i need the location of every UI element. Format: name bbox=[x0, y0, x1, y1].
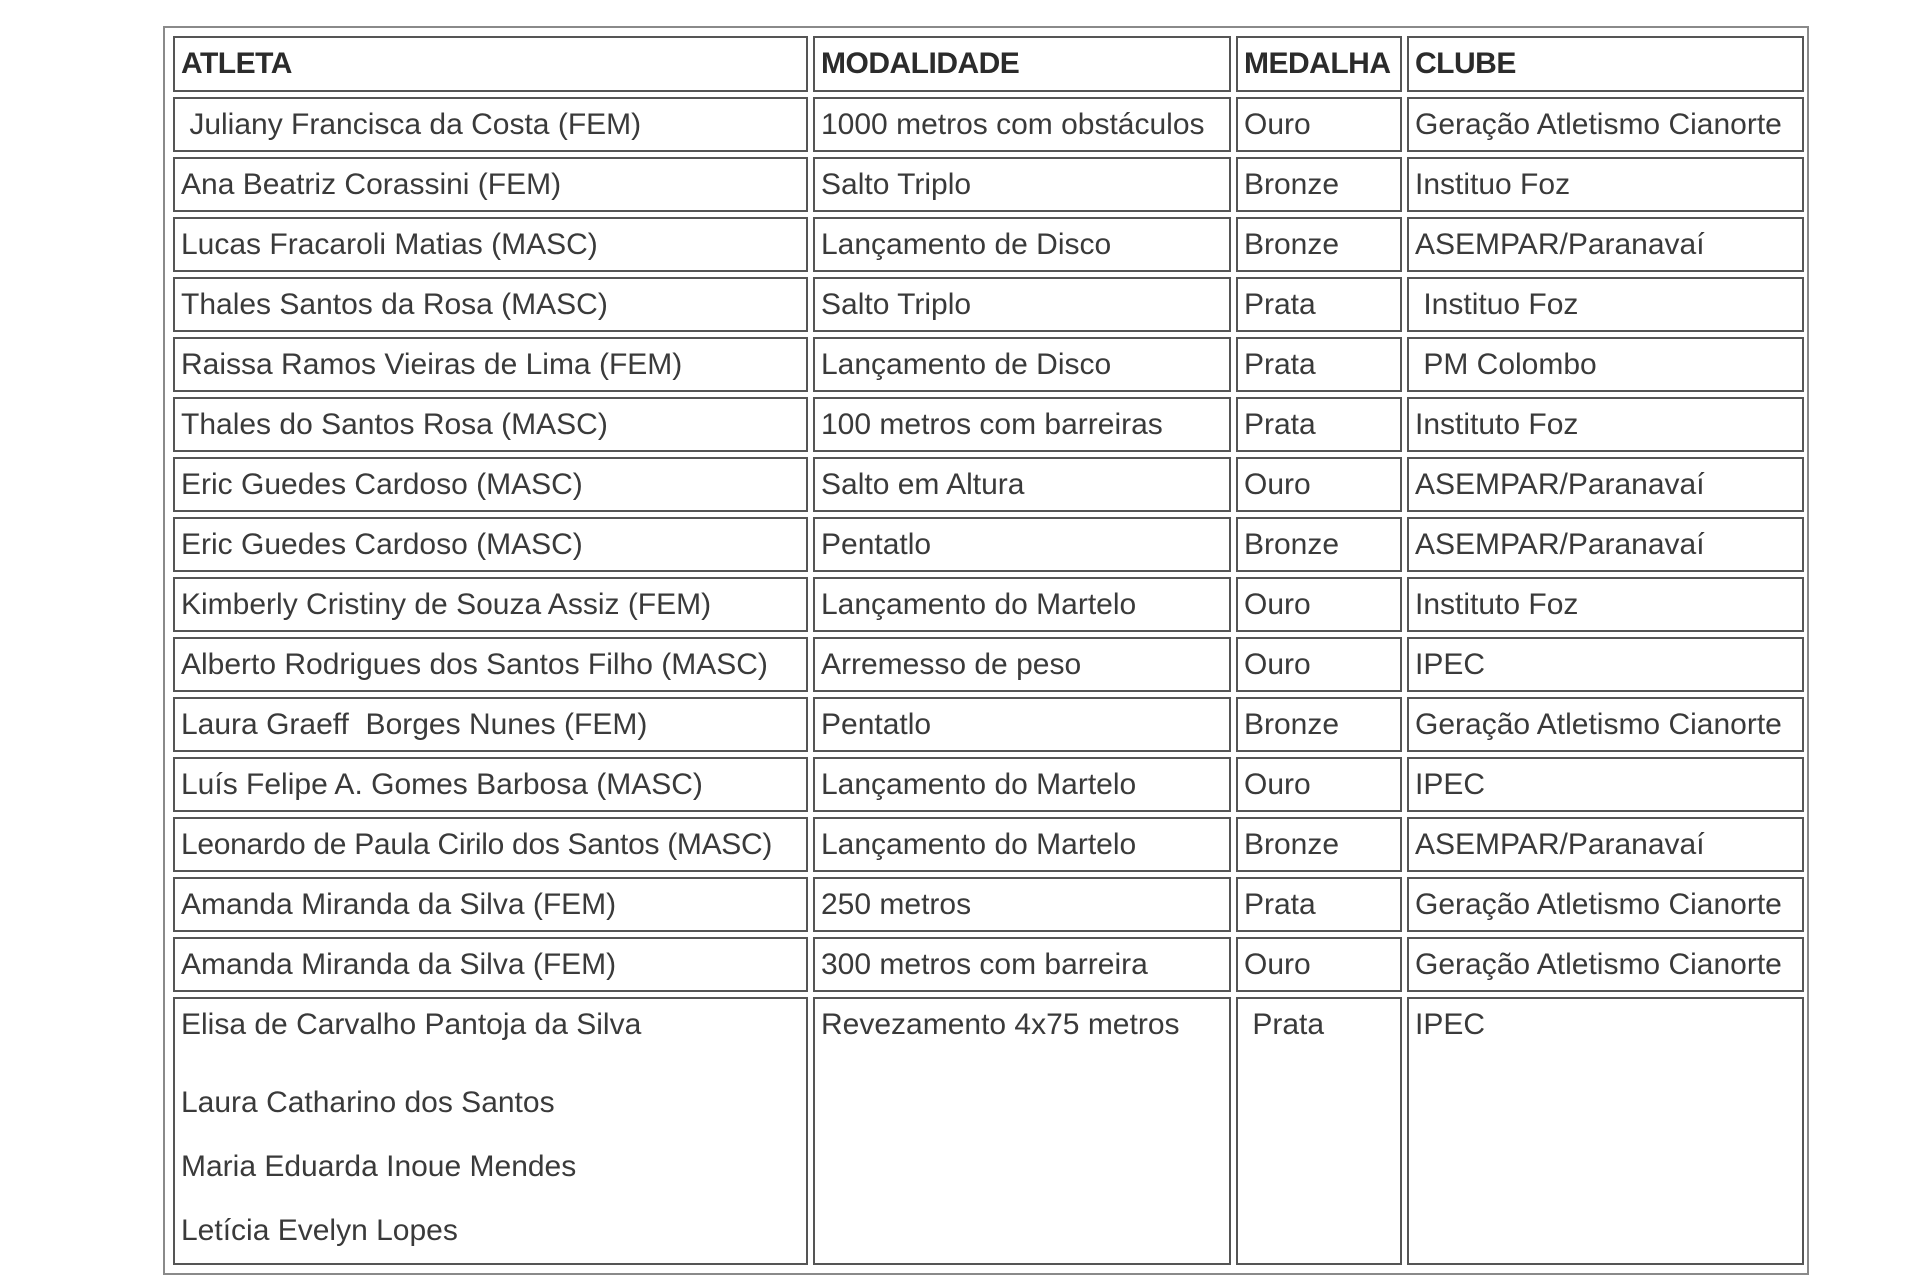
club-cell: IPEC bbox=[1407, 757, 1804, 812]
event-cell: 1000 metros com obstáculos bbox=[813, 97, 1231, 152]
club-cell: ASEMPAR/Paranavaí bbox=[1407, 817, 1804, 872]
relay-athlete: Maria Eduarda Inoue Mendes bbox=[181, 1150, 577, 1183]
medal-cell: Prata bbox=[1236, 397, 1402, 452]
event-cell: Arremesso de peso bbox=[813, 637, 1231, 692]
table-row bbox=[173, 517, 1804, 572]
athlete-cell: Laura Graeff Borges Nunes (FEM) bbox=[173, 697, 808, 752]
relay-row bbox=[173, 997, 1804, 1265]
club-cell: Geração Atletismo Cianorte bbox=[1407, 937, 1804, 992]
table-row bbox=[173, 277, 1804, 332]
relay-athletes-cell bbox=[173, 997, 808, 1265]
athlete-cell: Juliany Francisca da Costa (FEM) bbox=[173, 97, 808, 152]
club-cell: Instituo Foz bbox=[1407, 277, 1804, 332]
athlete-cell: Kimberly Cristiny de Souza Assiz (FEM) bbox=[173, 577, 808, 632]
column-header-medal: MEDALHA bbox=[1236, 36, 1402, 92]
medal-cell: Prata bbox=[1236, 877, 1402, 932]
event-cell: Pentatlo bbox=[813, 517, 1231, 572]
table-row bbox=[173, 757, 1804, 812]
column-header-event: MODALIDADE bbox=[813, 36, 1231, 92]
event-cell: 250 metros bbox=[813, 877, 1231, 932]
athlete-cell: Thales Santos da Rosa (MASC) bbox=[173, 277, 808, 332]
relay-athlete: Elisa de Carvalho Pantoja da Silva bbox=[181, 1008, 642, 1041]
table-row bbox=[173, 577, 1804, 632]
club-cell: Instituto Foz bbox=[1407, 577, 1804, 632]
athlete-cell: Luís Felipe A. Gomes Barbosa (MASC) bbox=[173, 757, 808, 812]
athlete-cell: Raissa Ramos Vieiras de Lima (FEM) bbox=[173, 337, 808, 392]
medal-cell: Ouro bbox=[1236, 457, 1402, 512]
athlete-cell: Amanda Miranda da Silva (FEM) bbox=[173, 877, 808, 932]
club-cell: Geração Atletismo Cianorte bbox=[1407, 877, 1804, 932]
relay-athlete: Letícia Evelyn Lopes bbox=[181, 1214, 458, 1247]
relay-medal-cell: Prata bbox=[1236, 997, 1402, 1265]
medal-table-frame bbox=[163, 26, 1809, 1275]
table-row bbox=[173, 637, 1804, 692]
event-cell: 300 metros com barreira bbox=[813, 937, 1231, 992]
event-cell: Lançamento do Martelo bbox=[813, 757, 1231, 812]
medal-cell: Ouro bbox=[1236, 577, 1402, 632]
club-cell: ASEMPAR/Paranavaí bbox=[1407, 457, 1804, 512]
medal-cell: Bronze bbox=[1236, 517, 1402, 572]
club-cell: Instituto Foz bbox=[1407, 397, 1804, 452]
event-cell: Lançamento do Martelo bbox=[813, 577, 1231, 632]
table-row bbox=[173, 877, 1804, 932]
event-cell: Pentatlo bbox=[813, 697, 1231, 752]
event-cell: Lançamento de Disco bbox=[813, 337, 1231, 392]
medal-cell: Bronze bbox=[1236, 157, 1402, 212]
club-cell: ASEMPAR/Paranavaí bbox=[1407, 517, 1804, 572]
event-cell: Lançamento de Disco bbox=[813, 217, 1231, 272]
athlete-cell: Eric Guedes Cardoso (MASC) bbox=[173, 457, 808, 512]
column-header-club: CLUBE bbox=[1407, 36, 1804, 92]
relay-club-cell: IPEC bbox=[1407, 997, 1804, 1265]
event-cell: Salto em Altura bbox=[813, 457, 1231, 512]
table-header-row bbox=[173, 36, 1804, 92]
club-cell: Geração Atletismo Cianorte bbox=[1407, 97, 1804, 152]
athlete-cell: Alberto Rodrigues dos Santos Filho (MASC) bbox=[173, 637, 808, 692]
club-cell: Instituo Foz bbox=[1407, 157, 1804, 212]
event-cell: 100 metros com barreiras bbox=[813, 397, 1231, 452]
medal-cell: Ouro bbox=[1236, 937, 1402, 992]
athlete-cell: Thales do Santos Rosa (MASC) bbox=[173, 397, 808, 452]
relay-athlete: Laura Catharino dos Santos bbox=[181, 1086, 555, 1119]
table-row bbox=[173, 97, 1804, 152]
medal-cell: Prata bbox=[1236, 277, 1402, 332]
medal-cell: Ouro bbox=[1236, 757, 1402, 812]
medal-cell: Ouro bbox=[1236, 97, 1402, 152]
medal-cell: Bronze bbox=[1236, 697, 1402, 752]
table-row bbox=[173, 457, 1804, 512]
event-cell: Salto Triplo bbox=[813, 157, 1231, 212]
club-cell: PM Colombo bbox=[1407, 337, 1804, 392]
table-row bbox=[173, 217, 1804, 272]
medal-results-table bbox=[168, 31, 1809, 1270]
club-cell: ASEMPAR/Paranavaí bbox=[1407, 217, 1804, 272]
table-row bbox=[173, 337, 1804, 392]
athlete-cell: Eric Guedes Cardoso (MASC) bbox=[173, 517, 808, 572]
table-row bbox=[173, 157, 1804, 212]
medal-cell: Ouro bbox=[1236, 637, 1402, 692]
column-header-athlete: ATLETA bbox=[173, 36, 808, 92]
table-row bbox=[173, 937, 1804, 992]
athlete-cell: Ana Beatriz Corassini (FEM) bbox=[173, 157, 808, 212]
medal-cell: Bronze bbox=[1236, 817, 1402, 872]
athlete-cell: Lucas Fracaroli Matias (MASC) bbox=[173, 217, 808, 272]
table-row bbox=[173, 817, 1804, 872]
athlete-cell: Amanda Miranda da Silva (FEM) bbox=[173, 937, 808, 992]
club-cell: IPEC bbox=[1407, 637, 1804, 692]
table-row bbox=[173, 397, 1804, 452]
medal-cell: Prata bbox=[1236, 337, 1402, 392]
relay-event-cell: Revezamento 4x75 metros bbox=[813, 997, 1231, 1265]
club-cell: Geração Atletismo Cianorte bbox=[1407, 697, 1804, 752]
medal-cell: Bronze bbox=[1236, 217, 1402, 272]
athlete-cell: Leonardo de Paula Cirilo dos Santos (MASC) bbox=[173, 817, 808, 872]
event-cell: Lançamento do Martelo bbox=[813, 817, 1231, 872]
event-cell: Salto Triplo bbox=[813, 277, 1231, 332]
table-row bbox=[173, 697, 1804, 752]
